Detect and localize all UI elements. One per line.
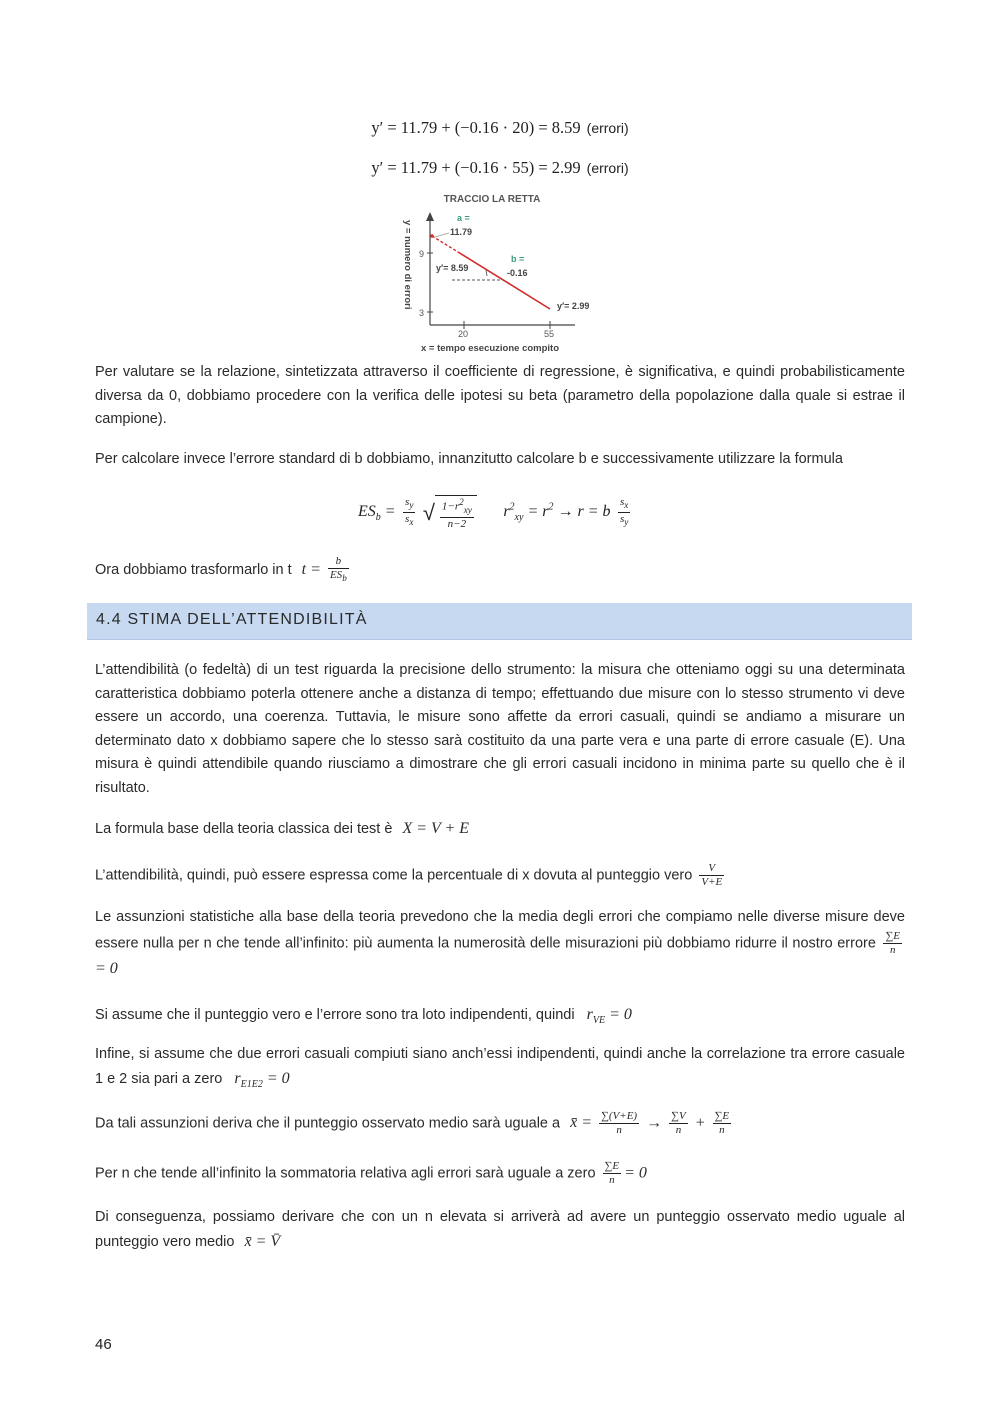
figure-title: TRACCIO LA RETTA	[443, 194, 541, 205]
ytick-9: 9	[419, 249, 425, 259]
formula-standard-error: $ES_b$ = $\frac{s_y}{s_x}$ √ $\frac{1-r^2_{xy}}{n-2}$ $r^2_{xy} = r^2 \to r = b$ $\frac{s_x}{s_y}$	[358, 496, 629, 530]
paragraph-significance: Per valutare se la relazione, sintetizzata attraverso il coefficiente di regressione, è significativa, e quindi probabilisticamente diversa da 0, dobbiamo procedere con la verifica delle ipotesi su beta (parametro della popolazione dalla quale si estrae il campione).	[95, 364, 905, 427]
equation-2-text: y′ = 11.79 + (−0.16 · 55) = 2.99	[371, 158, 581, 177]
y-axis-arrow	[426, 212, 434, 221]
equation-2	[0, 158, 1000, 178]
b-label: b =	[511, 254, 525, 264]
paragraph-infinite-n: Per n che tende all’infinito la sommatoria relativa agli errori sarà uguale a zero $\frac{\sum E}{n}$ = 0	[95, 1160, 647, 1186]
paragraph-reliability-percent: L’attendibilità, quindi, può essere espressa come la percentuale di x dovuta al punteggio vero $\frac{V}{V+E}$	[95, 862, 723, 888]
y1-label: y′= 8.59	[436, 263, 469, 273]
a-label: a =	[457, 213, 470, 223]
paragraph-conclusion: Di conseguenza, possiamo derivare che con un n elevata si arriverà ad avere un punteggio osservato medio uguale al punteggio vero medio x̄ = V̄	[95, 1209, 905, 1250]
paragraph-assumptions-text: Le assunzioni statistiche alla base della teoria prevedono che la media degli errori che compiamo nelle diverse misure deve essere nulla per n che tende all’infinito: più aumenta la numerosità delle misurazioni più dobbiamo ridurre il nostro errore	[95, 909, 905, 951]
paragraph-standard-error: Per calcolare invece l’errore standard di b dobbiamo, innanzitutto calcolare b e successivamente utilizzare la formula	[95, 451, 843, 467]
intercept-point	[430, 234, 434, 238]
a-value: 11.79	[450, 227, 473, 237]
paragraph-error-independence: Infine, si assume che due errori casuali compiuti siano anch’essi indipendenti, quindi anche la correlazione tra errore casuale 1 e 2 sia pari a zero $r_{E1E2} = 0$	[95, 1046, 905, 1090]
paragraph-t-transform: Ora dobbiamo trasformarlo in t t = $\frac{b}{ES_b}$	[95, 555, 347, 584]
paragraph-error-independence-text: Infine, si assume che due errori casuali compiuti siano anch’essi indipendenti, quindi anche la correlazione tra errore casuale 1 e 2 sia pari a zero	[95, 1046, 905, 1087]
y-axis-label: y = numero di errori	[402, 220, 413, 310]
section-heading: 4.4 STIMA DELL’ATTENDIBILITÀ	[96, 611, 368, 628]
xtick-55: 55	[544, 329, 555, 339]
x-axis-label: x = tempo esecuzione compito	[420, 343, 560, 354]
page-number: 46	[95, 1336, 112, 1353]
xtick-20: 20	[458, 329, 469, 339]
equation-1-note: (errori)	[586, 120, 629, 136]
regression-line	[458, 252, 550, 309]
paragraph-t-transform-text: Ora dobbiamo trasformarlo in t	[95, 561, 292, 578]
paragraph-reliability-definition: L’attendibilità (o fedeltà) di un test riguarda la precisione dello strumento: la misura che otteniamo oggi su una determinata caratteristica dobbiamo poterla ottenere anche a distanza di tempo; effettuando due misure con lo stesso strumento vi deve essere un accordo, una coerenza. Tuttavia, le misure sono affette da errori casuali, quindi se andiamo a misurare un determinato dato x dobbiamo sapere che lo stesso sarà costituito da una parte vera e una parte di errore casuale (E). Una misura è quindi attendibile quando riusciamo a dimostrare che gli errori casuali incidono in minima parte su quello che è il risultato.	[95, 662, 905, 796]
equation-1	[0, 118, 1000, 138]
paragraph-infinite-n-text: Per n che tende all’infinito la sommatoria relativa agli errori sarà uguale a zero	[95, 1165, 596, 1182]
paragraph-independence: Si assume che il punteggio vero e l’errore sono tra loto indipendenti, quindi $r_{VE} = 0$	[95, 1006, 632, 1027]
paragraph-base-formula-text: La formula base della teoria classica dei test è	[95, 821, 393, 837]
paragraph-independence-text: Si assume che il punteggio vero e l’errore sono tra loto indipendenti, quindi	[95, 1007, 575, 1023]
paragraph-reliability-percent-text: L’attendibilità, quindi, può essere espressa come la percentuale di x dovuta al punteggio vero	[95, 867, 693, 884]
slope-angle	[486, 270, 487, 276]
paragraph-observed-mean-text: Da tali assunzioni deriva che il punteggio osservato medio sarà uguale a	[95, 1115, 561, 1132]
paragraph-assumptions: Le assunzioni statistiche alla base della teoria prevedono che la media degli errori che compiamo nelle diverse misure deve essere nulla per n che tende all’infinito: più aumenta la numerosità delle misurazioni più dobbiamo ridurre il nostro errore $\frac{\sum E}{n}$ = 0	[95, 909, 905, 977]
y2-label: y′= 2.99	[557, 301, 590, 311]
paragraph-conclusion-text: Di conseguenza, possiamo derivare che con un n elevata si arriverà ad avere un punteggio osservato medio uguale al punteggio vero medio	[95, 1209, 905, 1250]
ytick-3: 3	[419, 308, 425, 318]
equation-2-note: (errori)	[586, 160, 629, 176]
paragraph-base-formula	[95, 817, 905, 842]
base-formula-math: X = V + E	[402, 820, 470, 837]
intercept-extension	[432, 236, 458, 252]
paragraph-observed-mean: Da tali assunzioni deriva che il punteggio osservato medio sarà uguale a x̄ = $\frac{\sum(V+E)}{n}$ → $\frac{\sum V}{n}$ + $\frac{\sum E}{n}$	[95, 1110, 730, 1136]
section-heading-band	[87, 603, 912, 640]
a-leader	[435, 233, 449, 237]
equation-1-text: y′ = 11.79 + (−0.16 · 20) = 8.59	[371, 118, 581, 137]
regression-line-figure	[395, 190, 610, 358]
b-value: -0.16	[507, 268, 528, 278]
